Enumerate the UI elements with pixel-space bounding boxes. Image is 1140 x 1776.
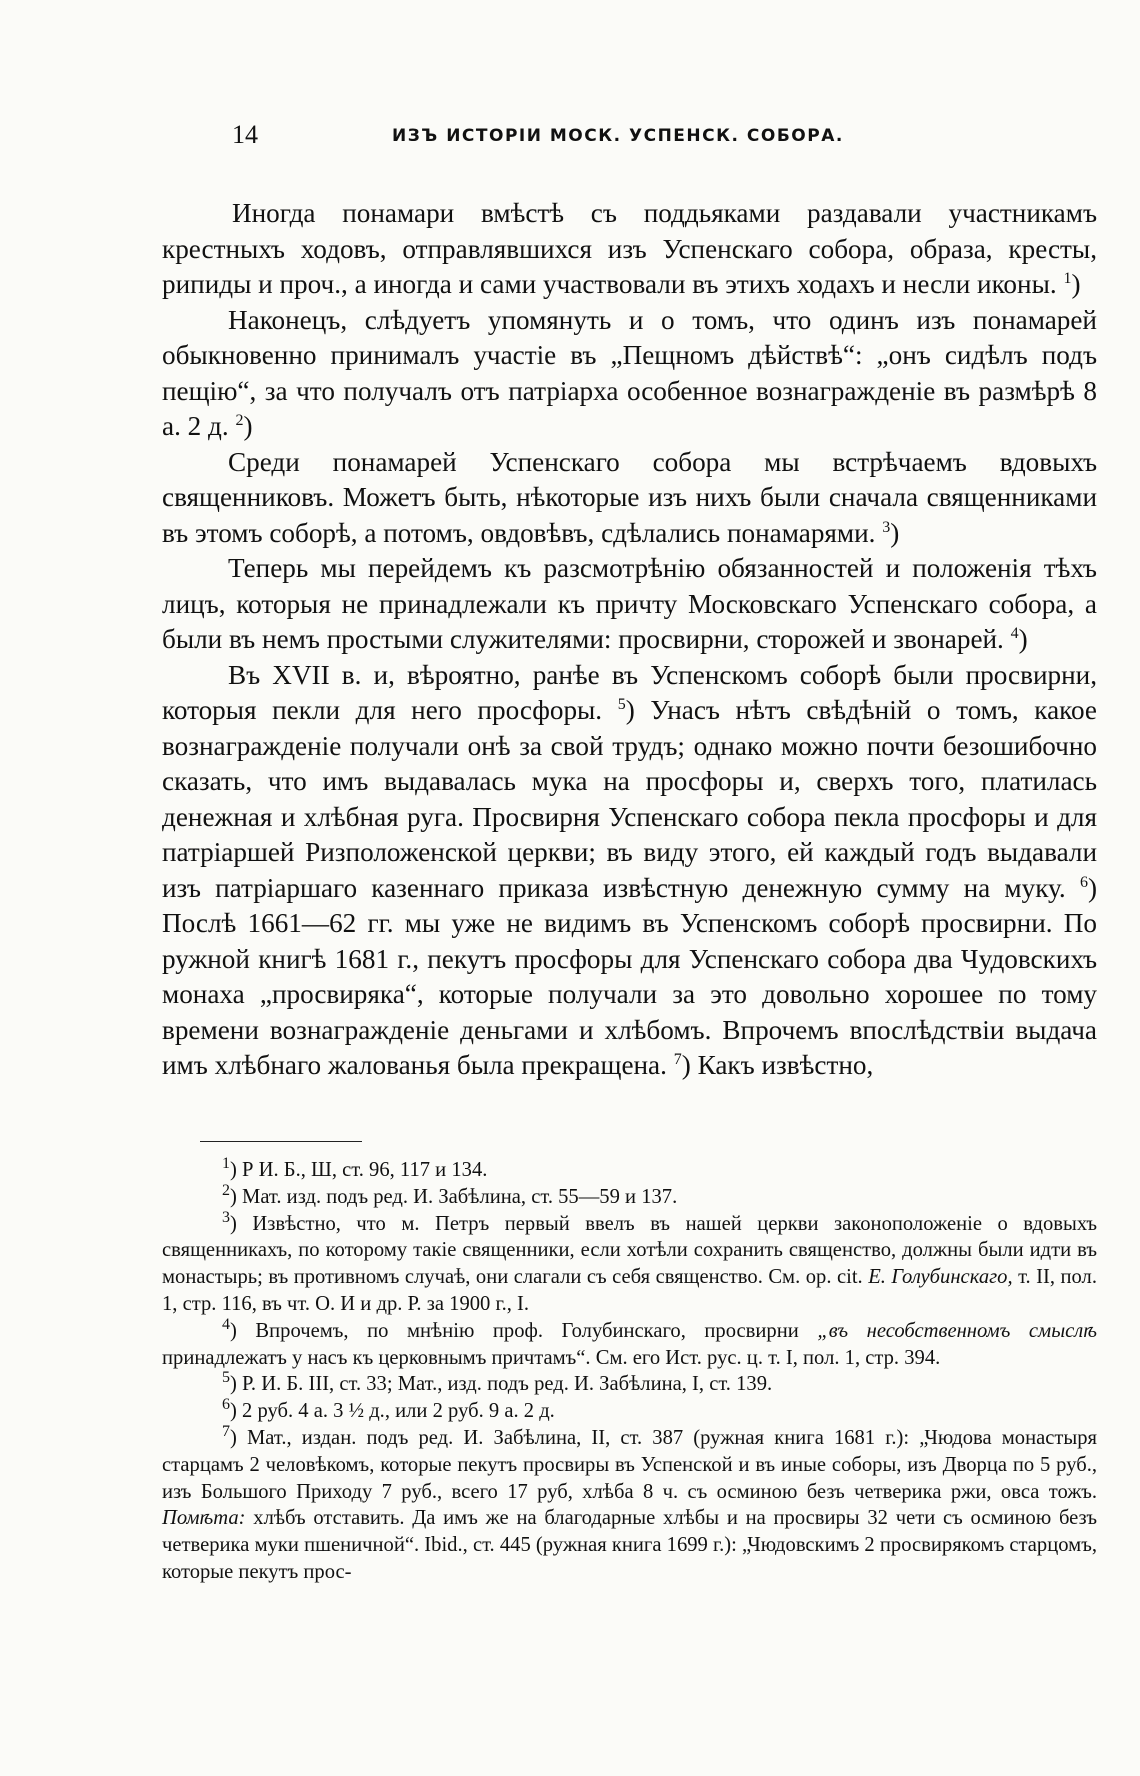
footnote-separator xyxy=(200,1141,362,1142)
footnote-ref: 3 xyxy=(882,518,891,536)
paragraph: Наконецъ, слѣдуетъ упомянуть и о томъ, что одинъ изъ понамарей обыкновенно принималъ участіе въ „Пещномъ дѣйствѣ“: „онъ сидѣлъ подъ пещію“, за что получалъ отъ патріарха особенное вознагражденіе въ размѣрѣ 8 а. 2 д. $^2$) xyxy=(162,304,1097,441)
footnote-ref: 1 xyxy=(1063,269,1072,287)
footnote: $^1$) Р И. Б., Ш, ст. 96, 117 и 134. xyxy=(222,1155,488,1181)
footnote: $^3$) Извѣстно, что м. Петръ первый ввелъ въ нашей церкви законоположеніе о вдовыхъ священникахъ, по которому такіе священники, если хотѣли сохранить священство, должны были идти въ монастырь; въ противномъ случаѣ, они слагали съ себя священство. См. ор. cit. Е. Голубинскаго, т. II, пол. 1, стр. 116, въ чт. О. И и др. Р. за 1900 г., I. xyxy=(162,1208,1098,1315)
footnote-ref: 6 xyxy=(1079,873,1088,891)
running-title: ИЗЪ ИСТОРІИ МОСК. УСПЕНСК. СОБОРА. xyxy=(392,126,844,146)
paragraph: Теперь мы перейдемъ къ разсмотрѣнію обязанностей и положенія тѣхъ лицъ, которыя не принадлежали къ причту Московскаго Успенскаго собора, а были въ немъ простыми служителями: просвирни, сторожей и звонарей. $^4$) xyxy=(162,553,1097,654)
footnote-ref: 2 xyxy=(235,411,244,429)
footnote-ref: 4 xyxy=(1010,624,1019,642)
footnote: $^5$) Р. И. Б. III, ст. 33; Мат., изд. подъ ред. И. Забѣлина, I, ст. 139. xyxy=(222,1369,773,1396)
main-text xyxy=(162,196,1097,1084)
footnote-ref: 5 xyxy=(617,695,626,713)
footnote-ref: 7 xyxy=(673,1050,682,1068)
footnote: $^2$) Мат. изд. подъ ред. И. Забѣлина, ст. 55—59 и 137. xyxy=(222,1181,678,1208)
footnote: $^6$) 2 руб. 4 а. 3 ½ д., или 2 руб. 9 а. 2 д. xyxy=(222,1396,555,1423)
paragraph: Среди понамарей Успенскаго собора мы встрѣчаемъ вдовыхъ священниковъ. Можетъ быть, нѣкоторые изъ нихъ были сначала священниками въ этомъ соборѣ, а потомъ, овдовѣвъ, сдѣлались понамарями. $^3$) xyxy=(162,446,1097,548)
page-number: 14 xyxy=(232,120,258,149)
paragraph: Въ XVII в. и, вѣроятно, ранѣе въ Успенскомъ соборѣ были просвирни, которыя пекли для него просфоры. $^5$) Унасъ нѣтъ свѣдѣній о томъ, какое вознагражденіе получали онѣ за свой трудъ; однако можно почти безошибочно сказать, что имъ выдавалась мука на просфоры и, сверхъ того, платилась денежная и хлѣбная руга. Просвирня Успенскаго собора пекла просфоры и для патріаршей Ризположенской церкви; въ виду этого, ей каждый годъ выдавали изъ патріаршаго казеннаго приказа извѣстную денежную сумму на муку. $^6$) Послѣ 1661—62 гг. мы уже не видимъ въ Успенскомъ соборѣ просвирни. По ружной книгѣ 1681 г., пекутъ просфоры для Успенскаго собора два Чудовскихъ монаха „просвиряка“, которые получали за это довольно хорошее по тому времени вознагражденіе деньгами и хлѣбомъ. Впрочемъ впослѣдствіи выдача имъ хлѣбнаго жалованья была прекращена. $^7$) Какъ извѣстно, xyxy=(162,659,1097,1080)
paragraph: Иногда понамари вмѣстѣ съ поддьяками раздавали участникамъ крестныхъ ходовъ, отправлявшихся изъ Успенскаго собора, образа, кресты, рипиды и проч., а иногда и сами участвовали въ этихъ ходахъ и несли иконы. $^1$) xyxy=(162,198,1097,299)
footnotes xyxy=(162,1157,1097,1586)
footnote: $^7$) Мат., издан. подъ ред. И. Забѣлина, II, ст. 387 (ружная книга 1681 г.): „Чюдова монастыря старцамъ 2 человѣкомъ, которые пекутъ просвиры въ Успенской и въ иные соборы, изъ Дворца по 5 руб., изъ Большого Приходу 7 руб., всего 17 руб, хлѣба 8 ч. съ осминою безъ четверика ржи, овса тожъ. Помѣта: хлѣбъ отставить. Да имъ же на благодарные хлѣбы и на просвиры 32 чети съ осминою безъ четверика муки пшеничной“. Ibid., ст. 445 (ружная книга 1699 г.): „Чюдовскимъ 2 просвирякомъ старцомъ, которые пекутъ прос- xyxy=(162,1423,1097,1583)
footnote: $^4$) Впрочемъ, по мнѣнію проф. Голубинскаго, просвирни „въ несобственномъ смыслѣ принадлежатъ у насъ къ церковнымъ причтамъ“. См. его Ист. рус. ц. т. I, пол. 1, стр. 394. xyxy=(162,1315,1098,1369)
page-header xyxy=(232,120,1092,160)
